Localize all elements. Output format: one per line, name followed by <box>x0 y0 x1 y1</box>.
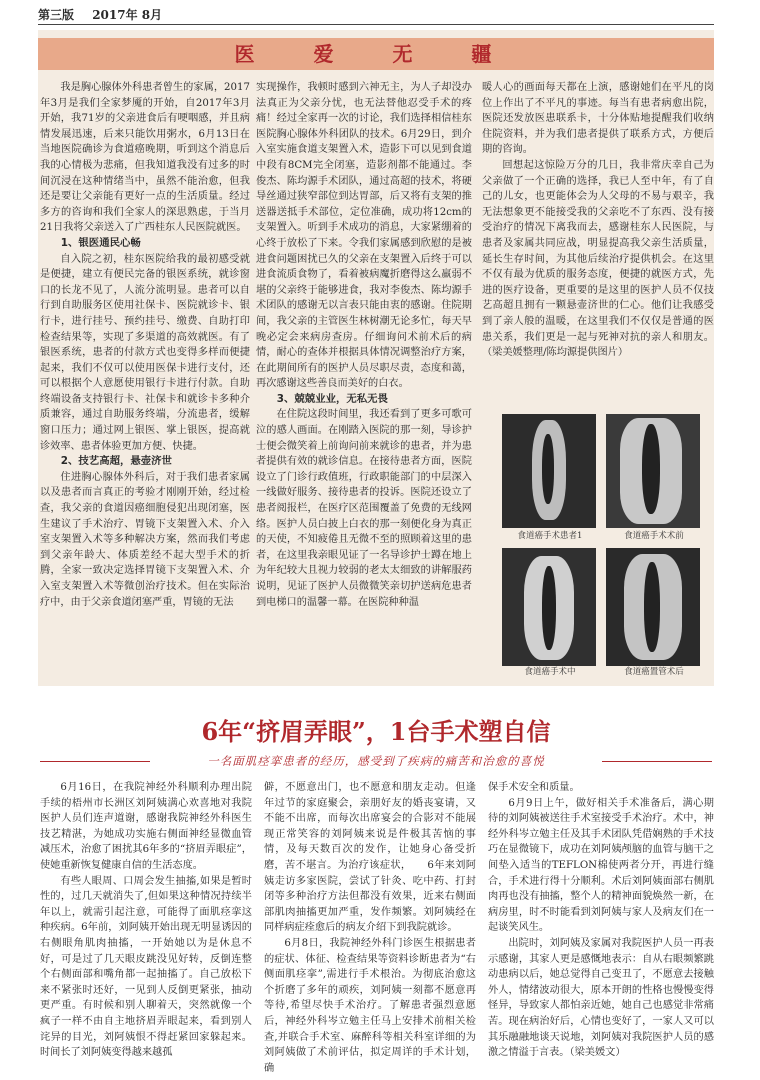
photo-caption-4: 食道癌置管术后 <box>624 667 684 677</box>
paragraph: 暖人心的画面每天都在上演，感谢她们在平凡的岗位上作出了不平凡的事迹。每当有患者病愈出院，医院还发放医患联系卡，十分体贴地提醒我们收纳住院资料，并为我们患者提供了联系方式，方便后期的咨询。 <box>482 82 714 156</box>
article2-column-1 <box>40 780 252 1076</box>
section-heading: 3、兢兢业业，无私无畏 <box>276 392 388 405</box>
section-heading: 1、银医通民心畅 <box>60 236 141 249</box>
paragraph: 有些人眼周、口周会发生抽搐,如果是暂时性的，过几天就消失了,但如果这种情况持续半年以上，就需引起注意，可能得了面肌痉挛这种疾病。6年前，刘阿姨开始出现无明显诱因的右侧眼角肌肉抽搐，一开始她以为是休息不好，可是过了几天眼皮跳没见好转，反倒连整个右侧面部和嘴角都一起抽搐了。自己放松下来不紧张时还好，一见到人反倒更紧张，抽动更严重。有时候和别人聊着天，突然就像一个疯子一样不由自主地挤眉弄眼起来，看到别人诧异的目光，刘阿姨恨不得赶紧回家躲起来。时间长了刘阿姨变得越来越孤 <box>40 875 252 1059</box>
paragraph: 回想起这惊险万分的几日，我非常庆幸自己为父亲做了一个正确的选择，我已人至中年，有了自己的儿女，也更能体会为人父母的不易与艰辛，我无法想象更不能接受我的父亲吃不了东西、没有接受治疗的情况下离我而去，感谢桂东人民医院，与患者及家属共同应战，明显提高我父亲生活质量，延长生存时间，为其他后续治疗提供机会。在这里不仅有最为优质的服务态度，便捷的就医方式，先进的医疗设备，更重要的是这里的医护人员不仅技艺高超且拥有一颗悬壶济世的仁心。他们让我感受到了亲人般的温暖，在这里我们不仅仅是普通的医患关系，我们更是一起与死神对抗的亲人和朋友。（梁美媛整理/陈均源提供图片） <box>482 159 714 359</box>
photo-caption-3: 食道癌手术中 <box>524 667 576 677</box>
article2-column-2 <box>264 780 476 1076</box>
header-rule <box>38 24 714 25</box>
paragraph: 6月8日，我院神经外科门诊医生根据患者的症状、体征、检查结果等资料诊断患者为“右侧面肌痉挛”,需进行手术根治。为彻底治愈这个折磨了多年的顽疾，刘阿姨一刻都不愿意再等待,希望尽快手术治疗。了解患者强烈意愿后，神经外科岑立勉主任马上安排术前相关检查,并联合手术室、麻醉科等相关科室详细的为刘阿姨做了术前评估，拟定周详的手术计划，确 <box>264 937 476 1074</box>
article1-banner-title: 医 爱 无 疆 <box>234 42 518 66</box>
page-header <box>38 6 714 26</box>
section-heading: 2、技艺高超，悬壶济世 <box>60 455 172 468</box>
paragraph: 在住院这段时间里，我还看到了更多可歌可泣的感人画面。在刚踏入医院的那一刻，导诊护士便会微笑着上前询问前来就诊的患者，并为患者提供有效的就诊信息。在接待患者方面，医院设立了门诊行政值班，行政职能部门的中层深入一线做好服务、接待患者的投诉。医院还设立了患者阅报栏，在医疗区范围覆盖了免费的无线网络。医护人员白披上白衣的那一刻便化身为真正的天使，不知疲倦且无微不至的照顾着这里的患者，在这里我亲眼见证了一名导诊护士蹲在地上为年纪较大且视力较弱的老太太细致的讲解服药说明，见证了医护人员微微笑亲切护送病危患者到电梯口的温馨一幕。在医院种种温 <box>256 409 472 608</box>
paragraph: 僻，不愿意出门，也不愿意和朋友走动。但逢年过节的家庭聚会，亲朋好友的婚丧宴请，又不能不出席，而每次出席宴会的合影对不能展现正常笑容的刘阿姨来说是件极其苦恼的事情，及每天数百次的发作，让她身心备受折磨，苦不堪言。为治疗该症状， 6年来刘阿姨走访多家医院，尝试了针灸、吃中药、打封闭等多种治疗方法但都没有效果，近来右侧面部肌肉抽搐更加严重，发作频繁。刘阿姨经在同样病症痊愈后的病友介绍下到我院就诊。 <box>264 782 476 934</box>
article1-column-1 <box>40 80 250 680</box>
article1-banner <box>38 38 714 70</box>
xray-photo-2 <box>606 414 700 528</box>
article2-subtitle: 一名面肌痉挛患者的经历，感受到了疾病的痛苦和治愈的喜悦 <box>207 754 545 768</box>
xray-photo-1 <box>502 414 596 528</box>
photo-caption-1: 食道癌手术患者1 <box>517 531 583 541</box>
article2-title: 6年“挤眉弄眼”，1台手术塑自信 <box>201 717 551 746</box>
paragraph: 保手术安全和质量。 <box>488 782 580 793</box>
article1-column-3 <box>482 80 714 410</box>
paragraph: 实现操作，我顿时感到六神无主，为人子却没办法真正为父亲分忧，也无法替他忍受手术的疼痛！经过全家再一次的讨论，我们选择相信桂东医院胸心腺体外科团队的技术。6月29日，到介入室实施食道支架置入术，造影下可以见到食道中段有8CM完全闭塞，造影剂都不能通过。李俊杰、陈均源手术团队，通过高超的技术，将硬导丝通过狭窄部位到达胃部，后又将有支架的推送器送抵手术部位，定位准确，成功将12cm的支架置入。听到手术成功的消息，大家紧绷着的心终于放松了下来。令我们家属感到欣慰的是被进食问题困扰已久的父亲在支架置入后终于可以进食流质食物了，看着被病魔折磨得这么羸弱不堪的父亲终于能够进食，我对李俊杰、陈均源手术团队的感谢无以言表只能由衷的感谢。住院期间，我父亲的主管医生林树潮无论多忙，每天早晚必定会来病房查房。仔细询问术前术后的病情，耐心的查体并根据具体情况调整治疗方案，在此期间所有的医护人员尽职尽责，态度和蔼，再次感谢这些善良而美好的白衣。 <box>256 82 472 390</box>
xray-photo-3 <box>502 548 596 666</box>
issue-date: 2017年 8月 <box>92 8 163 22</box>
paragraph: 住进胸心腺体外科后，对于我们患者家属以及患者而言真正的考验才刚刚开始，经过检查，我父亲的食道因癌细胞侵犯出现闭塞，医生建议了手术治疗、胃镜下支架置入术、介入室支架置入术等多种解决方案，然而我们考虑到父亲年龄大、体质差经不起大型手术的折腾，全家一致决定选择胃镜下支架置入术、介入室支架置入术等微创治疗技术。但在实际治疗中，由于父亲食道闭塞严重，胃镜的无法 <box>40 471 250 608</box>
paragraph: 出院时，刘阿姨及家属对我院医护人员一再表示感谢，其家人更是感慨地表示：自从右眼频繁跳动患病以后，她总觉得自己变丑了，不愿意去接触外人，情绪波动很大，原本开朗的性格也慢慢变得怪异，导致家人都怕亲近她，她自己也感觉非常痛苦。现在病治好后，心情也变好了，一家人又可以其乐融融地谈天说地，刘阿姨对我院医护人员的感激之情溢于言表。（梁美媛文） <box>488 937 714 1059</box>
paragraph: 6月16日，在我院神经外科顺利办理出院手续的梧州市长洲区刘阿姨满心欢喜地对我院医护人员们连声道谢，感谢我院神经外科医生技艺精湛，为她成功实施右侧面神经显微血管减压术，治愈了困扰其6年多的“挤眉弄眼症”，使她重新恢复健康自信的生活态度。 <box>40 782 252 871</box>
paragraph: 6月9日上午，做好相关手术准备后，满心期待的刘阿姨被送往手术室接受手术治疗。术中，神经外科岑立勉主任及其手术团队凭借娴熟的手术技巧在显微镜下，成功在刘阿姨颅脑的血管与脑干之间垫入适当的TEFLON棉使两者分开，再进行缝合，手术进行得十分顺利。术后刘阿姨面部右侧肌肉再也没有抽搐，整个人的精神面貌焕然一新，在病房里，时不时能看到刘阿姨与家人及病友们在一起谈笑风生。 <box>488 797 714 934</box>
xray-photo-4 <box>606 548 700 666</box>
photo-caption-2: 食道癌手术术前 <box>624 531 684 541</box>
paragraph: 自入院之初，桂东医院给我的最初感受就是便捷，建立有便民完备的银医系统，就诊窗口的长龙不见了，人流分流明显。患者可以自行到自助服务区使用社保卡、医院就诊卡、银行卡，进行挂号、预约挂号、缴费、自助打印检查结果等，实现了多渠道的高效就医。有了银医系统，患者的付款方式也变得多样而便捷起来，我们不仅可以使用医保卡进行支付，还可以根据个人意愿使用银行卡进行付款。自助终端设备支持银行卡、社保卡和就诊卡多种介质兼容，通过自助服务终端，分流患者，缓解窗口压力；通过网上银医、掌上银医，提高就诊效率、患者体验更加方便、快捷。 <box>40 253 250 452</box>
page-label: 第三版 <box>38 8 75 22</box>
article2-column-3 <box>488 780 714 1076</box>
paragraph: 我是胸心腺体外科患者曾生的家属，2017年3月是我们全家梦魇的开始，自2017年3月开始，我71岁的父亲进食后有哽咽感，并且病情发展迅速，后来只能饮用粥水，6月13日在当地医院确诊为食道癌晚期，听到这个消息后我的心情极为悲痛，但我知道我没有过多的时间沉浸在这种情绪当中，虽然不能治愈，但我还是要让父亲能有更好一点的生活质量。经过多方的咨询和我们全家人的深思熟虑，于当月21日我将父亲送入了广西桂东人民医院就医。 <box>40 82 250 234</box>
article1-column-2 <box>256 80 472 680</box>
